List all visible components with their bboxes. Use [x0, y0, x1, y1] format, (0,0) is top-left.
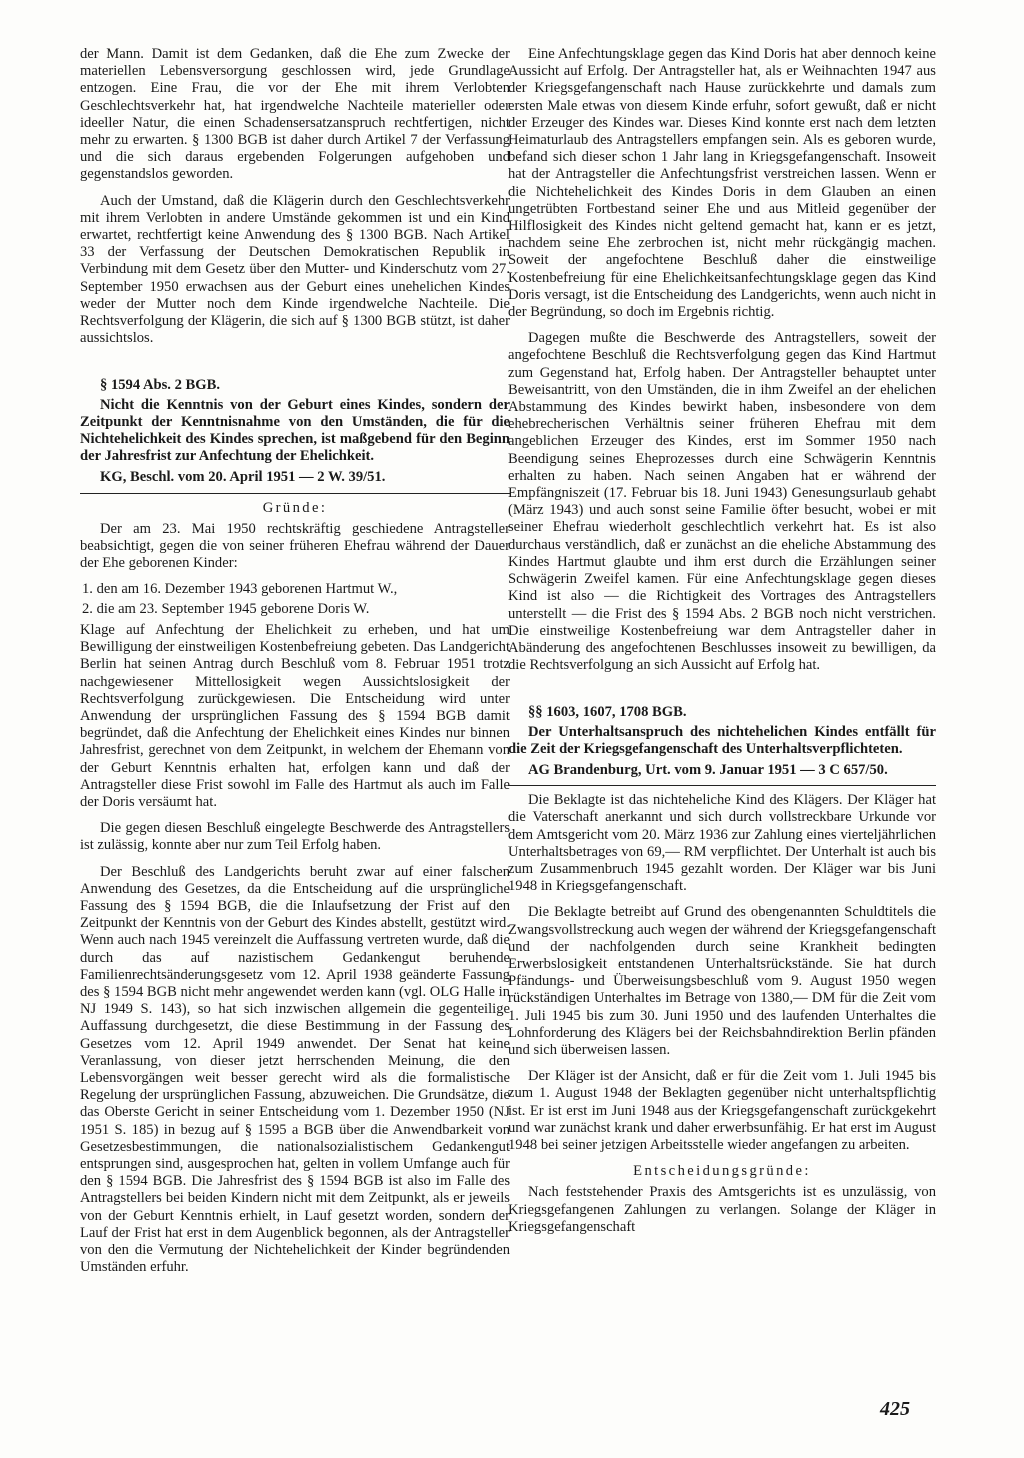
reasons-heading: Entscheidungsgründe:: [633, 1163, 811, 1180]
paragraph: Die Beklagte ist das nichteheliche Kind des Klägers. Der Kläger hat die Vaterschaft anerkannt und sich durch vollstreckbare Urkunde vor dem Amtsgericht vom 20. März 1936 zur Zahlung eines vierteljährlichen Unterhaltsbetrages von 69,— RM verpflichtet. Der Unterhalt ist auch bis zum Zusammenbruch 1945 gezahlt worden. Der Kläger war bis Juni 1948 in Kriegsgefangenschaft.: [508, 792, 936, 895]
section-heading: § 1594 Abs. 2 BGB.: [100, 377, 221, 394]
section-heading: §§ 1603, 1607, 1708 BGB.: [528, 704, 687, 721]
court-citation: AG Brandenburg, Urt. vom 9. Januar 1951 — 3 C 657/50.: [528, 761, 888, 778]
court-citation: KG, Beschl. vom 20. April 1951 — 2 W. 39/51.: [100, 469, 386, 486]
paragraph: Klage auf Anfechtung der Ehelichkeit zu erheben, und hat um Bewilligung der einstweiligen Kostenbefreiung gebeten. Das Landgericht Berlin hat seinen Antrag durch Beschluß vom 8. Februar 1951 trotz nachgewiesener Mittellosigkeit wegen Aussichtslosigkeit der Rechtsverfolgung zurückgewiesen. Die Entscheidung wird unter Anwendung der ursprünglichen Fassung des § 1594 BGB damit begründet, daß die Anfechtung der Ehelichkeit eines Kindes nur binnen Jahresfrist, gerechnet von dem Zeitpunkt, in welchem der Ehemann von der Geburt Kenntnis erhalten hat, erfolgen kann und daß der Antragsteller diese Frist sowohl im Falle des Hartmut als auch im Falle der Doris versäumt hat.: [80, 621, 510, 810]
right-column: [508, 46, 936, 1245]
paragraph: der Mann. Damit ist dem Gedanken, daß die Ehe zum Zwecke der materiellen Lebensversorgung geschlossen wird, jede Grundlage entzogen. Eine Frau, die vor der Ehe mit ihrem Verlobten Geschlechtsverkehr hat, hat irgendwelche Nachteile materieller oder ideeller Natur, die einen Schadensersatzanspruch rechtfertigen, nicht mehr zu erwarten. § 1300 BGB ist daher durch Artikel 7 der Verfassung und die sich daraus ergebenden Folgerungen aufgehoben und gegenstandslos geworden.: [80, 46, 510, 183]
list-item: 1. den am 16. Dezember 1943 geborenen Hartmut W.,: [82, 581, 398, 598]
headnote: Der Unterhaltsanspruch des nichtehelichen Kindes entfällt für die Zeit der Kriegsgefangenschaft des Unterhaltsverpflichteten.: [508, 723, 936, 757]
paragraph: Der Kläger ist der Ansicht, daß er für die Zeit vom 1. Juli 1945 bis zum 1. August 1948 der Beklagten gegenüber nicht unterhaltspflichtig ist. Er ist erst im Juni 1948 aus der Kriegsgefangenschaft zurückgekehrt und war zunächst krank und daher erwerbsunfähig. Er hat erst im August 1948 bei seiner jetzigen Arbeitsstelle wieder angefangen zu arbeiten.: [508, 1068, 936, 1153]
paragraph: Dagegen mußte die Beschwerde des Antragstellers, soweit der angefochtene Beschluß die Rechtsverfolgung gegen das Kind Hartmut zum Gegenstand hat, Erfolg haben. Der Antragsteller behauptet unter Beweisantritt, von den Umständen, die in ihm Zweifel an der ehelichen Abstammung des Kindes bewirkt haben, insbesondere von dem ehebrecherischen Verhältnis seiner früheren Ehefrau mit dem angeblichen Erzeuger des Kindes, erst im Sommer 1950 nach Beendigung seines Eheprozesses durch eine Schwägerin Kenntnis erhalten zu haben. Nach seinen Angaben hat er während der Empfängniszeit (17. Februar bis 18. Juni 1943) Genesungsurlaub gehabt (März 1943) und auch sonst seine Familie öfter besucht, wobei er mit seiner Ehefrau wiederholt geschlechtlich verkehrt hat. Es ist also durchaus verständlich, daß er zunächst an die eheliche Abstammung des Kindes Hartmut glaubte und ihm erst durch die Erzählungen seiner Schwägerin Zweifel kamen. Für eine Anfechtungsklage gegen dieses Kind ist also — die Richtigkeit des Vortrages des Antragstellers unterstellt — die Frist des § 1594 Abs. 2 BGB noch nicht verstrichen. Die einstweilige Kostenbefreiung war dem Antragsteller daher in Abänderung des angefochtenen Beschlusses insoweit zu bewilligen, da die Rechtsverfolgung an sich Aussicht auf Erfolg hat.: [508, 330, 936, 674]
paragraph: Die Beklagte betreibt auf Grund des obengenannten Schuldtitels die Zwangsvollstreckung auch wegen der während der Kriegsgefangenschaft und der nachfolgenden durch seine Krankheit bedingten Erwerbslosigkeit entstandenen Unterhaltsrückstände. Sie hat durch Pfändungs- und Überweisungsbeschluß vom 9. August 1950 wegen rückständigen Unterhaltes im Betrage von 1380,— DM für die Zeit vom 1. Juli 1945 bis zum 30. Juni 1950 und des laufenden Unterhaltes die Lohnforderung des Klägers bei der Reichsbahndirektion Berlin pfänden und sich überweisen lassen.: [508, 904, 936, 1058]
divider: [80, 493, 510, 494]
paragraph: Der am 23. Mai 1950 rechtskräftig geschiedene Antragsteller beabsichtigt, gegen die von seiner früheren Ehefrau während der Dauer der Ehe geborenen Kinder:: [80, 520, 510, 572]
children-list: [80, 581, 510, 617]
paragraph: Eine Anfechtungsklage gegen das Kind Doris hat aber dennoch keine Aussicht auf Erfolg. Der Antragsteller hat, als er Weihnachten 1947 aus der Kriegsgefangenschaft nach Hause zurückkehrte und damals zum ersten Male etwas von diesem Kinde erfuhr, sofort gewußt, daß er nicht der Erzeuger des Kindes war. Dieses Kind konnte erst nach dem letzten Heimaturlaub des Antragstellers empfangen sein. Als es geboren wurde, befand sich dieser schon 1 Jahr lang in Kriegsgefangenschaft. Insoweit hat der Antragsteller die Anfechtungsfrist verstreichen lassen. Wenn er die Nichtehelichkeit des Kindes Doris in dem Glauben an einen ungetrübten Fortbestand seiner Ehe und aus Mitleid gegenüber der Hilflosigkeit des Kindes nicht geltend gemacht hat, kann er es jetzt, nachdem seine Ehe zerbrochen ist, nicht mehr rückgängig machen. Soweit der angefochtene Beschluß daher die einstweilige Kostenbefreiung für eine Ehelichkeitsanfechtungsklage gegen das Kind Doris versagt, ist die Entscheidung des Landgerichts, wenn auch nicht in der Begründung, so doch im Ergebnis richtig.: [508, 46, 936, 321]
left-column: [80, 46, 510, 1285]
page-number: 425: [880, 1398, 910, 1420]
headnote: Nicht die Kenntnis von der Geburt eines Kindes, sondern der Zeitpunkt der Kenntnisnahme von den Umständen, die für die Nichtehelichkeit des Kindes sprechen, ist maßgebend für den Beginn der Jahresfrist zur Anfechtung der Ehelichkeit.: [80, 396, 510, 465]
reasons-heading: Gründe:: [262, 499, 328, 516]
paragraph: Nach feststehender Praxis des Amtsgerichts ist es unzulässig, von Kriegsgefangenen Zahlungen zu verlangen. Solange der Kläger in Kriegsgefangenschaft: [508, 1184, 936, 1235]
paragraph: Die gegen diesen Beschluß eingelegte Beschwerde des Antragstellers ist zulässig, konnte aber nur zum Teil Erfolg haben.: [80, 820, 510, 854]
paragraph: Auch der Umstand, daß die Klägerin durch den Geschlechtsverkehr mit ihrem Verlobten in andere Umstände gekommen ist und ein Kind erwartet, rechtfertigt keine Anwendung des § 1300 BGB. Nach Artikel 33 der Verfassung der Deutschen Demokratischen Republik in Verbindung mit dem Gesetz über den Mutter- und Kinderschutz vom 27. September 1950 erwachsen aus der Geburt eines unehelichen Kindes weder der Mutter noch dem Kinde irgendwelche Nachteile. Die Rechtsverfolgung der Klägerin, die sich auf § 1300 BGB stützt, ist daher aussichtslos.: [80, 192, 510, 347]
paragraph: Der Beschluß des Landgerichts beruht zwar auf einer falschen Anwendung des Gesetzes, da die Entscheidung auf die ursprüngliche Fassung des § 1594 BGB, die die Inlaufsetzung der Frist auf den Zeitpunkt der Kenntnis von der Geburt des Kindes abstellt, gestützt wird. Wenn auch nach 1945 vereinzelt die Auffassung vertreten wurde, daß die durch das auf nazistischem Gedankengut beruhende Familienrechtsänderungsgesetz vom 12. April 1938 geänderte Fassung des § 1594 BGB nicht mehr angewendet werden kann (vgl. OLG Halle in NJ 1949 S. 143), so hat sich inzwischen allgemein die gegenteilige Auffassung durchgesetzt, die diese Bestimmung in der Fassung des Gesetzes vom 12. April 1949 anwendet. Der Senat hat keine Veranlassung, von dieser jetzt herrschenden Meinung, die den Lebensvorgängen weit besser gerecht wird als die formalistische Regelung der ursprünglichen Fassung, abzuweichen. Die Grundsätze, die das Oberste Gericht in seiner Entscheidung vom 1. Dezember 1950 (NJ 1951 S. 185) in bezug auf § 1595 a BGB über die Anwendbarkeit von Gesetzesbestimmungen, die nationalsozialistischem Gedankengut entsprungen sind, ausgesprochen hat, gelten in vollem Umfange auch für den § 1594 BGB. Die Jahresfrist des § 1594 BGB ist also im Falle des Antragstellers bei beiden Kindern nicht mit dem Zeitpunkt, als er jeweils von der Geburt Kenntnis erhielt, in Lauf gesetzt worden, sondern der Lauf der Frist hat erst in dem Augenblick begonnen, als der Antragsteller von den die Vermutung der Nichtehelichkeit der Kinder begründenden Umständen erfuhr.: [80, 863, 511, 1276]
divider: [508, 785, 936, 786]
list-item: 2. die am 23. September 1945 geborene Doris W.: [82, 600, 370, 617]
